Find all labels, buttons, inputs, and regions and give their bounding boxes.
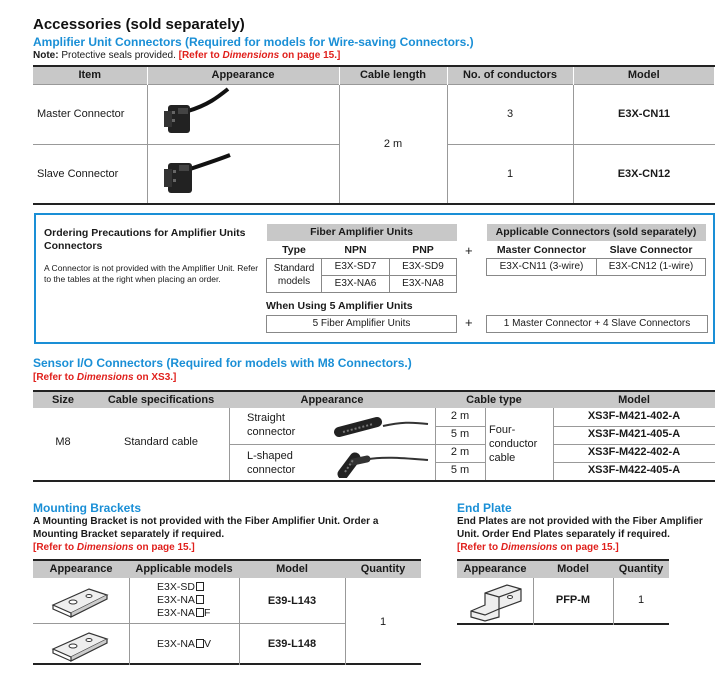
amp-ref[interactable]: [Refer to Dimensions on page 15.] — [178, 50, 341, 61]
end-plate-image — [465, 581, 529, 623]
note-label: Note: — [33, 50, 59, 61]
col-appearance: Appearance — [49, 563, 113, 575]
endplate-text: End Plates are not provided with the Fiber Amplifier Unit. Order End Plates separately if required. — [457, 516, 703, 540]
col-model: Model — [276, 563, 308, 575]
sensor-connectors-table — [33, 390, 715, 482]
col-applicable: Applicable models — [135, 563, 233, 575]
sensor-heading: Sensor I/O Connectors (Required for models with M8 Connectors.) — [33, 356, 412, 370]
fiber-amplifier-table — [266, 224, 457, 293]
model-1: XS3F-M421-402-A — [587, 410, 681, 422]
col-model: Model — [573, 66, 715, 84]
model-slave: E3X-CN12 — [573, 144, 715, 204]
col-appearance: Appearance — [229, 391, 435, 408]
page-title: Accessories (sold separately) — [33, 16, 245, 33]
col-type: Type — [267, 241, 322, 258]
amp-connectors-table — [33, 65, 715, 205]
cable-length-cell: 2 m — [339, 84, 447, 204]
brackets-quantity: 1 — [379, 616, 387, 628]
lshaped-label: L-shaped connector — [247, 450, 296, 476]
col-master: Master Connector — [487, 241, 597, 258]
precautions-title: Ordering Precautions for Amplifier Units Connectors — [44, 227, 246, 252]
col-item: Item — [33, 66, 147, 84]
applicable-model: E3X-NA — [157, 594, 210, 607]
col-npn: NPN — [322, 241, 390, 258]
brackets-heading: Mounting Brackets — [33, 501, 142, 515]
col-conductors: No. of conductors — [447, 66, 573, 84]
slave-connector-image — [147, 144, 339, 204]
col-cable-type: Cable type — [435, 391, 553, 408]
slave-value: E3X-CN12 (1-wire) — [597, 258, 706, 275]
length-2: 5 m — [450, 428, 470, 440]
precautions-text: A Connector is not provided with the Amplifier Unit. Refer to the tables at the right when placing an order. — [44, 263, 259, 284]
model-pfp-m: PFP-M — [555, 594, 591, 606]
col-model: Model — [553, 391, 715, 408]
applicable-connectors-table — [486, 224, 706, 276]
fiber-header: Fiber Amplifier Units — [267, 224, 457, 241]
brackets-text: A Mounting Bracket is not provided with the Fiber Amplifier Unit. Order a Mounting Bracket separately if required. — [33, 516, 379, 540]
sensor-ref[interactable]: [Refer to Dimensions on XS3.] — [33, 372, 177, 383]
five-units-connectors: 1 Master Connector + 4 Slave Connectors — [486, 315, 708, 333]
type-standard: Standard models — [267, 258, 322, 292]
amp-note — [33, 50, 340, 61]
col-quantity: Quantity — [618, 563, 664, 575]
model-3: XS3F-M422-402-A — [587, 446, 681, 458]
five-units-value: 5 Fiber Amplifier Units — [266, 315, 457, 333]
applicable-models-2: E3X-NA V — [157, 638, 211, 650]
col-appearance: Appearance — [147, 66, 339, 84]
lshaped-connector-image — [333, 448, 433, 478]
size-m8: M8 — [55, 436, 71, 448]
plus-sign-2: + — [465, 315, 473, 330]
model-e39-l148: E39-L148 — [267, 638, 317, 650]
ordering-precautions-box — [34, 213, 715, 344]
brackets-ref[interactable]: [Refer to Dimensions on page 15.] — [33, 542, 195, 553]
col-pnp: PNP — [390, 241, 457, 258]
endplate-quantity: 1 — [637, 594, 645, 606]
endplate-heading: End Plate — [457, 501, 512, 515]
cable-type: Four-conductor cable — [489, 424, 538, 464]
item-master: Master Connector — [33, 84, 147, 144]
applicable-models-1 — [157, 581, 210, 620]
endplate-ref[interactable]: [Refer to Dimensions on page 15.] — [457, 542, 619, 553]
table-row — [33, 84, 715, 144]
col-cable-length: Cable length — [339, 66, 447, 84]
col-model: Model — [557, 563, 589, 575]
item-slave: Slave Connector — [33, 144, 147, 204]
applicable-model: E3X-SD — [157, 581, 210, 594]
pnp-2: E3X-NA8 — [390, 275, 457, 292]
applicable-model: E3X-NA F — [157, 607, 211, 619]
amp-connectors-heading: Amplifier Unit Connectors (Required for models for Wire-saving Connectors.) — [33, 35, 474, 49]
brackets-table — [33, 559, 421, 665]
length-4: 5 m — [450, 464, 470, 476]
model-4: XS3F-M422-405-A — [587, 464, 681, 476]
note-text: Protective seals provided. — [58, 50, 179, 61]
conn-header: Applicable Connectors (sold separately) — [487, 224, 706, 241]
model-master: E3X-CN11 — [573, 84, 715, 144]
model-e39-l143: E39-L143 — [267, 595, 317, 607]
col-slave: Slave Connector — [597, 241, 706, 258]
master-connector-image — [147, 84, 339, 144]
npn-2: E3X-NA6 — [322, 275, 390, 292]
length-1: 2 m — [450, 410, 470, 422]
conductors-slave: 1 — [447, 144, 573, 204]
col-appearance: Appearance — [463, 563, 527, 575]
col-cable-spec: Cable specifications — [93, 391, 229, 408]
bracket-e39-l148-image — [49, 627, 113, 663]
bracket-e39-l143-image — [49, 583, 113, 619]
conductors-master: 3 — [447, 84, 573, 144]
pnp-1: E3X-SD9 — [390, 258, 457, 275]
straight-label: Straight connector — [247, 412, 296, 438]
straight-connector-image — [333, 412, 433, 440]
model-2: XS3F-M421-405-A — [587, 428, 681, 440]
master-value: E3X-CN11 (3-wire) — [487, 258, 597, 275]
plus-sign: + — [465, 243, 473, 258]
length-3: 2 m — [450, 446, 470, 458]
cable-spec: Standard cable — [124, 436, 198, 448]
five-units-label: When Using 5 Amplifier Units — [266, 300, 413, 312]
col-quantity: Quantity — [360, 563, 406, 575]
npn-1: E3X-SD7 — [322, 258, 390, 275]
col-size: Size — [33, 391, 93, 408]
endplate-table — [457, 559, 669, 625]
